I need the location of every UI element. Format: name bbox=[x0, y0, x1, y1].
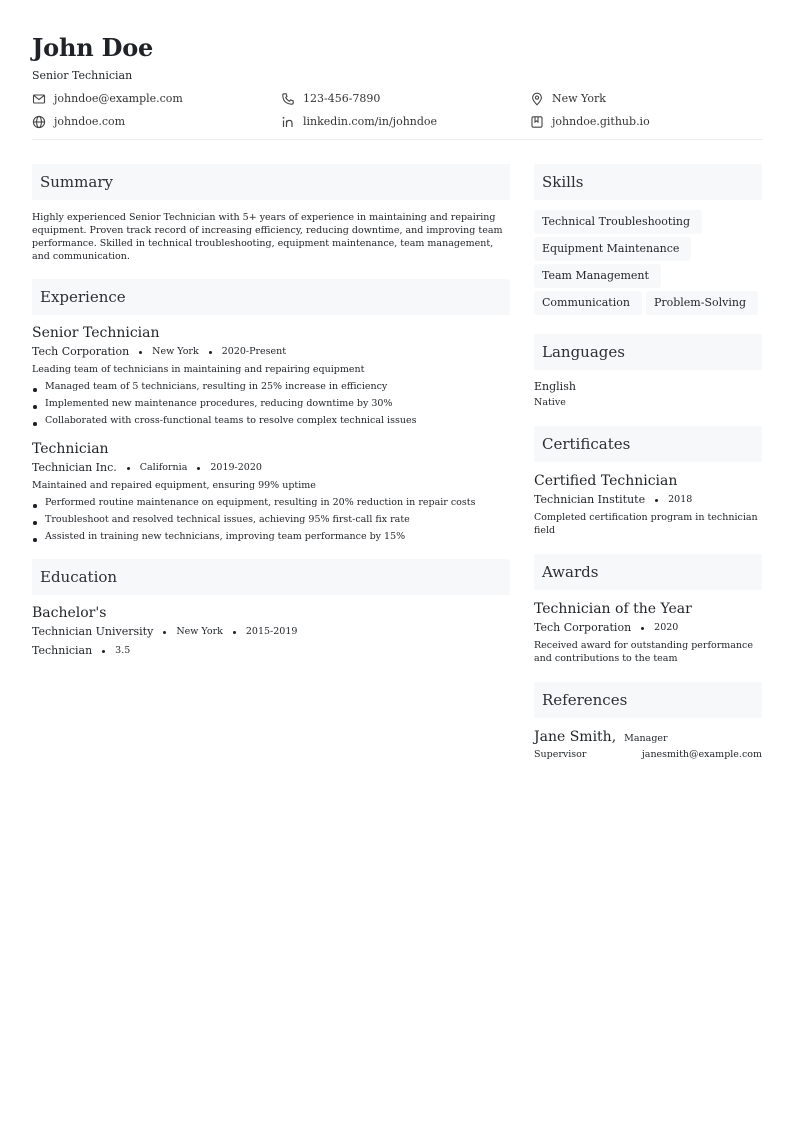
references-heading: References bbox=[534, 682, 762, 718]
experience-section bbox=[32, 279, 510, 543]
education-field: Technician bbox=[32, 644, 93, 657]
languages-heading: Languages bbox=[534, 334, 762, 370]
skill-tag: Equipment Maintenance bbox=[534, 237, 691, 261]
awards-section bbox=[534, 554, 762, 665]
job-company: Technician Inc. bbox=[32, 461, 117, 474]
award-issuer: Tech Corporation bbox=[534, 621, 632, 634]
separator-dot bbox=[641, 627, 644, 630]
header-divider bbox=[32, 139, 762, 140]
contact-phone[interactable] bbox=[281, 92, 530, 106]
contact-location bbox=[530, 92, 762, 106]
languages-section bbox=[534, 334, 762, 409]
job-meta bbox=[32, 345, 510, 359]
job-meta bbox=[32, 461, 510, 475]
main-column bbox=[32, 164, 510, 658]
skills-section bbox=[534, 164, 762, 318]
contact-location-text: New York bbox=[552, 92, 606, 105]
certificates-heading: Certificates bbox=[534, 426, 762, 462]
job-description: Leading team of technicians in maintaining and repairing equipment bbox=[32, 364, 365, 375]
phone-icon bbox=[281, 92, 295, 106]
job-bullets bbox=[32, 380, 510, 427]
summary-text: Highly experienced Senior Technician with 5+ years of experience in maintaining and repairing equipment. Proven track record of increasing efficiency, reducing downtime, and improving team performance. Skilled in technical troubleshooting, equipment maintenance, team management, and communication. bbox=[32, 212, 503, 262]
award-year: 2020 bbox=[654, 622, 679, 633]
job-title: Technician bbox=[32, 441, 109, 457]
globe-icon bbox=[32, 115, 46, 129]
separator-dot bbox=[127, 467, 130, 470]
skill-tag: Team Management bbox=[534, 264, 661, 288]
references-section bbox=[534, 682, 762, 761]
education-section bbox=[32, 559, 510, 658]
job-location: California bbox=[139, 462, 188, 473]
reference-relation: Supervisor bbox=[534, 749, 587, 760]
resume-page bbox=[32, 33, 762, 760]
language-name: English bbox=[534, 380, 576, 393]
award-description: Received award for outstanding performance and contributions to the team bbox=[534, 640, 753, 664]
skills-list bbox=[534, 210, 762, 318]
separator-dot bbox=[233, 631, 236, 634]
contact-website-text: johndoe.com bbox=[54, 115, 126, 128]
skill-tag: Communication bbox=[534, 291, 642, 315]
separator-dot bbox=[139, 351, 142, 354]
job-bullet: Implemented new maintenance procedures, reducing downtime by 30% bbox=[32, 397, 510, 410]
certificates-section bbox=[534, 426, 762, 537]
skill-tag: Problem-Solving bbox=[646, 291, 758, 315]
summary-heading: Summary bbox=[32, 164, 510, 200]
contact-list bbox=[32, 92, 762, 129]
job-entry bbox=[32, 440, 510, 543]
education-location: New York bbox=[176, 626, 223, 637]
mail-icon bbox=[32, 92, 46, 106]
candidate-title: Senior Technician bbox=[32, 69, 133, 82]
contact-website[interactable] bbox=[32, 115, 281, 129]
linkedin-icon bbox=[281, 115, 295, 129]
job-dates: 2020-Present bbox=[221, 346, 287, 357]
skill-tag: Technical Troubleshooting bbox=[534, 210, 702, 234]
separator-dot bbox=[163, 631, 166, 634]
job-entry bbox=[32, 324, 510, 427]
contact-phone-text: 123-456-7890 bbox=[303, 92, 381, 105]
job-description: Maintained and repaired equipment, ensuring 99% uptime bbox=[32, 480, 316, 491]
contact-email[interactable] bbox=[32, 92, 281, 106]
skills-heading: Skills bbox=[534, 164, 762, 200]
certificate-description: Completed certification program in technician field bbox=[534, 512, 758, 536]
contact-github-text: johndoe.github.io bbox=[552, 115, 650, 128]
language-level: Native bbox=[534, 397, 566, 408]
job-dates: 2019-2020 bbox=[210, 462, 262, 473]
job-bullet: Collaborated with cross-functional teams to resolve complex technical issues bbox=[32, 414, 510, 427]
job-bullet: Performed routine maintenance on equipment, resulting in 20% reduction in repair costs bbox=[32, 496, 510, 509]
award-meta bbox=[534, 621, 762, 635]
side-column bbox=[534, 164, 762, 761]
separator-dot bbox=[209, 351, 212, 354]
summary-section bbox=[32, 164, 510, 263]
separator-dot bbox=[655, 499, 658, 502]
awards-heading: Awards bbox=[534, 554, 762, 590]
contact-github[interactable] bbox=[530, 115, 762, 129]
education-heading: Education bbox=[32, 559, 510, 595]
reference-position: Manager bbox=[624, 733, 668, 744]
reference-header bbox=[534, 728, 762, 746]
candidate-name: John Doe bbox=[32, 33, 154, 62]
location-pin-icon bbox=[530, 92, 544, 106]
job-company: Tech Corporation bbox=[32, 345, 130, 358]
education-school: Technician University bbox=[32, 625, 154, 638]
certificate-title: Certified Technician bbox=[534, 473, 678, 489]
education-gpa: 3.5 bbox=[115, 645, 131, 656]
contact-linkedin-text: linkedin.com/in/johndoe bbox=[303, 115, 438, 128]
education-dates: 2015-2019 bbox=[245, 626, 298, 637]
job-bullets bbox=[32, 496, 510, 543]
job-bullet: Troubleshoot and resolved technical issues, achieving 95% first-call fix rate bbox=[32, 513, 510, 526]
education-field-meta bbox=[32, 644, 510, 658]
certificate-issuer: Technician Institute bbox=[534, 493, 646, 506]
contact-linkedin[interactable] bbox=[281, 115, 530, 129]
certificate-year: 2018 bbox=[668, 494, 693, 505]
job-bullet: Assisted in training new technicians, improving team performance by 15% bbox=[32, 530, 510, 543]
job-title: Senior Technician bbox=[32, 325, 160, 341]
separator-dot bbox=[102, 650, 105, 653]
experience-heading: Experience bbox=[32, 279, 510, 315]
award-title: Technician of the Year bbox=[534, 601, 692, 617]
reference-name: Jane Smith, bbox=[534, 729, 617, 745]
reference-details bbox=[534, 749, 762, 761]
education-degree: Bachelor's bbox=[32, 605, 107, 621]
contact-email-text: johndoe@example.com bbox=[54, 92, 183, 105]
reference-email[interactable]: janesmith@example.com bbox=[641, 749, 762, 760]
portfolio-icon bbox=[530, 115, 544, 129]
education-meta bbox=[32, 625, 510, 639]
job-location: New York bbox=[152, 346, 199, 357]
job-bullet: Managed team of 5 technicians, resulting in 25% increase in efficiency bbox=[32, 380, 510, 393]
separator-dot bbox=[197, 467, 200, 470]
certificate-meta bbox=[534, 493, 762, 507]
